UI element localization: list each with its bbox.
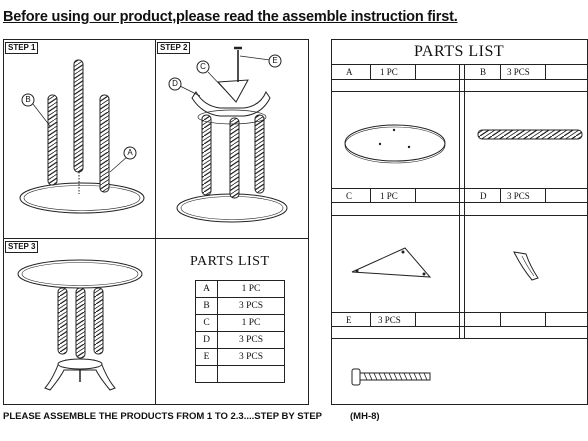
- table-row: E 3 PCS: [196, 349, 285, 366]
- table-row: [196, 366, 285, 383]
- rule: [331, 91, 588, 92]
- table-row: C 1 PC: [196, 315, 285, 332]
- cell-divider: [415, 188, 416, 202]
- callout-c-step2: C: [200, 62, 206, 71]
- cell-divider: [370, 312, 371, 326]
- callout-a-step1: A: [127, 148, 133, 157]
- table-row: D 3 PCS: [196, 332, 285, 349]
- part-b-qty: 3 PCS: [507, 67, 530, 77]
- rule: [331, 338, 588, 339]
- step-2-illustration: [169, 48, 287, 222]
- small-parts-list-table: [195, 280, 285, 383]
- cell-divider: [545, 312, 546, 326]
- small-parts-list-title: PARTS LIST: [190, 254, 270, 269]
- step-3-label: STEP 3: [5, 241, 38, 253]
- part-a-label: A: [346, 67, 353, 77]
- step-2-label: STEP 2: [157, 42, 190, 54]
- cell-divider: [370, 64, 371, 79]
- part-e-qty: 3 PCS: [378, 315, 401, 325]
- step-3-illustration: [18, 260, 142, 390]
- cell-divider: [545, 64, 546, 79]
- cell-divider: [415, 312, 416, 326]
- step-1-tabletop: [20, 183, 144, 213]
- part-c-qty: 1 PC: [380, 191, 398, 201]
- part-d-label: D: [480, 191, 487, 201]
- step-1-rope-right: [100, 95, 109, 192]
- part-d-qty: 3 PCS: [507, 191, 530, 201]
- rule: [331, 79, 588, 80]
- cell-divider: [545, 188, 546, 202]
- step-1-label: STEP 1: [5, 42, 38, 54]
- cell-divider: [500, 188, 501, 202]
- parts-divider-2: [464, 64, 465, 338]
- rule: [331, 202, 588, 203]
- cell-divider: [500, 312, 501, 326]
- table-row: A 1 PC: [196, 281, 285, 298]
- cell-divider: [370, 188, 371, 202]
- rule: [331, 215, 588, 216]
- part-b-label: B: [480, 67, 487, 77]
- model-code: (MH-8): [350, 411, 380, 422]
- step-1-rope-left: [48, 95, 57, 185]
- step-1-rope-middle: [74, 60, 83, 172]
- cell-divider: [500, 64, 501, 79]
- part-c-label: C: [346, 191, 353, 201]
- callout-e-step2: E: [272, 56, 278, 65]
- part-a-qty: 1 PC: [380, 67, 398, 77]
- table-row: B 3 PCS: [196, 298, 285, 315]
- rule: [331, 326, 588, 327]
- parts-divider-1: [459, 64, 460, 338]
- instruction-header: Before using our product,please read the assemble instruction first.: [3, 9, 458, 25]
- part-e-label: E: [346, 315, 352, 325]
- callout-d-step2: D: [172, 79, 178, 88]
- parts-list-title: PARTS LIST: [414, 43, 505, 60]
- footer-instruction: PLEASE ASSEMBLE THE PRODUCTS FROM 1 TO 2.3....STEP BY STEP: [3, 411, 323, 422]
- cell-divider: [415, 64, 416, 79]
- callout-b-step1: B: [25, 95, 31, 104]
